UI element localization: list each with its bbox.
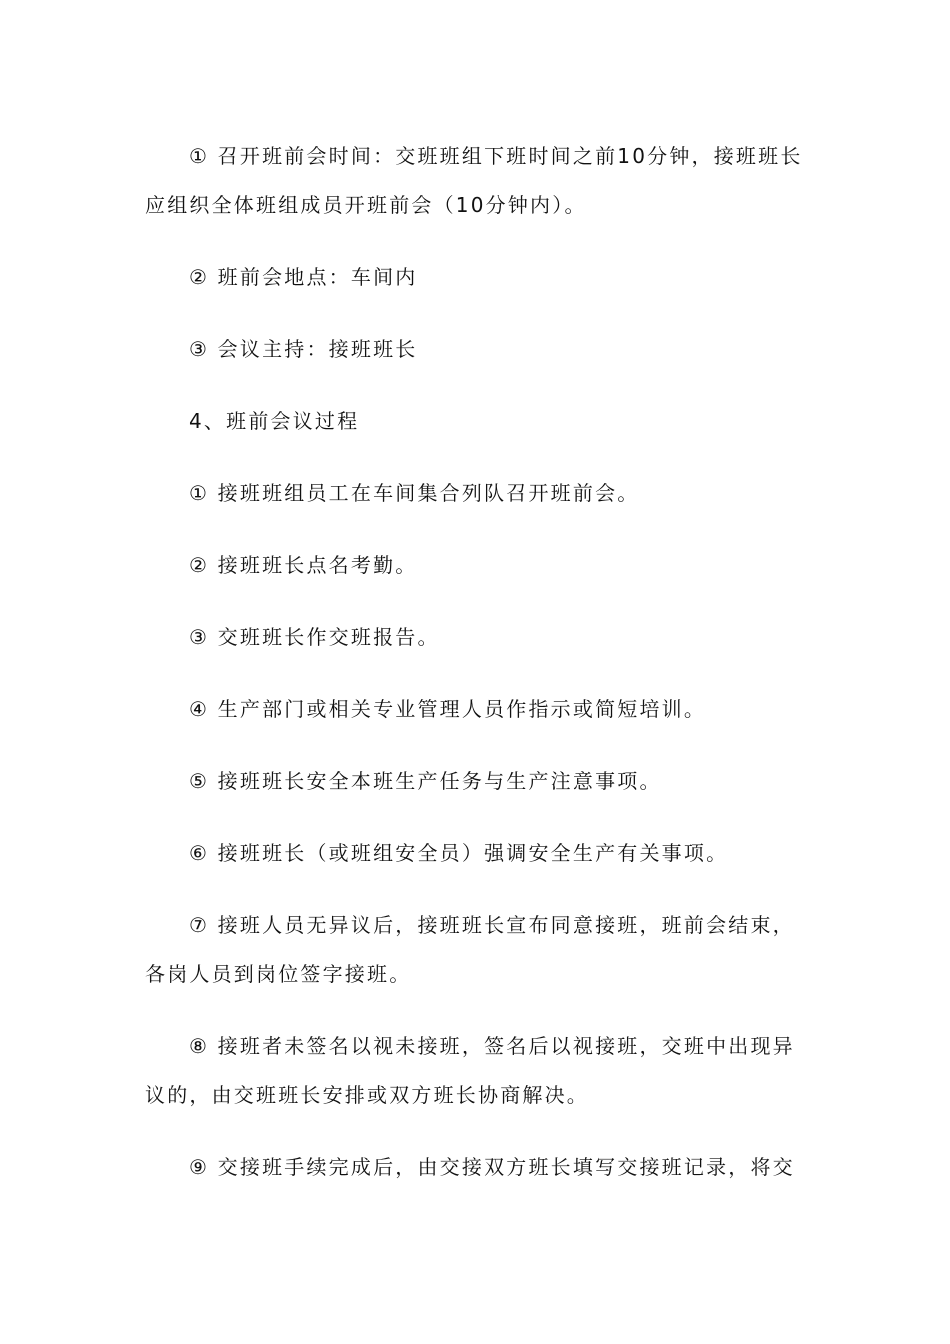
section-heading-meeting-process: 4、班前会议过程 (189, 409, 360, 433)
paragraph-step-8: ⑧ 接班者未签名以视未接班，签名后以视接班，交班中出现异议的，由交班班长安排或双方班长协商解决。 (145, 1034, 795, 1107)
paragraph-meeting-host: ③ 会议主持：接班班长 (189, 337, 418, 361)
paragraph-step-5: ⑤ 接班班长安全本班生产任务与生产注意事项。 (189, 769, 662, 793)
paragraph-step-1: ① 接班班组员工在车间集合列队召开班前会。 (189, 481, 640, 505)
document-body (145, 132, 807, 1215)
paragraph-meeting-location: ② 班前会地点：车间内 (189, 265, 418, 289)
paragraph-step-2: ② 接班班长点名考勤。 (189, 553, 418, 577)
paragraph-step-6: ⑥ 接班班长（或班组安全员）强调安全生产有关事项。 (189, 841, 729, 865)
paragraph-step-3: ③ 交班班长作交班报告。 (189, 625, 440, 649)
paragraph-step-4: ④ 生产部门或相关专业管理人员作指示或简短培训。 (189, 697, 707, 721)
paragraph-step-7: ⑦ 接班人员无异议后，接班班长宣布同意接班，班前会结束，各岗人员到岗位签字接班。 (145, 913, 795, 986)
paragraph-meeting-time: ① 召开班前会时间：交班班组下班时间之前10分钟，接班班长应组织全体班组成员开班前会（10分钟内）。 (145, 144, 803, 217)
paragraph-step-9: ⑨ 交接班手续完成后，由交接双方班长填写交接班记录，将交 (189, 1155, 795, 1179)
